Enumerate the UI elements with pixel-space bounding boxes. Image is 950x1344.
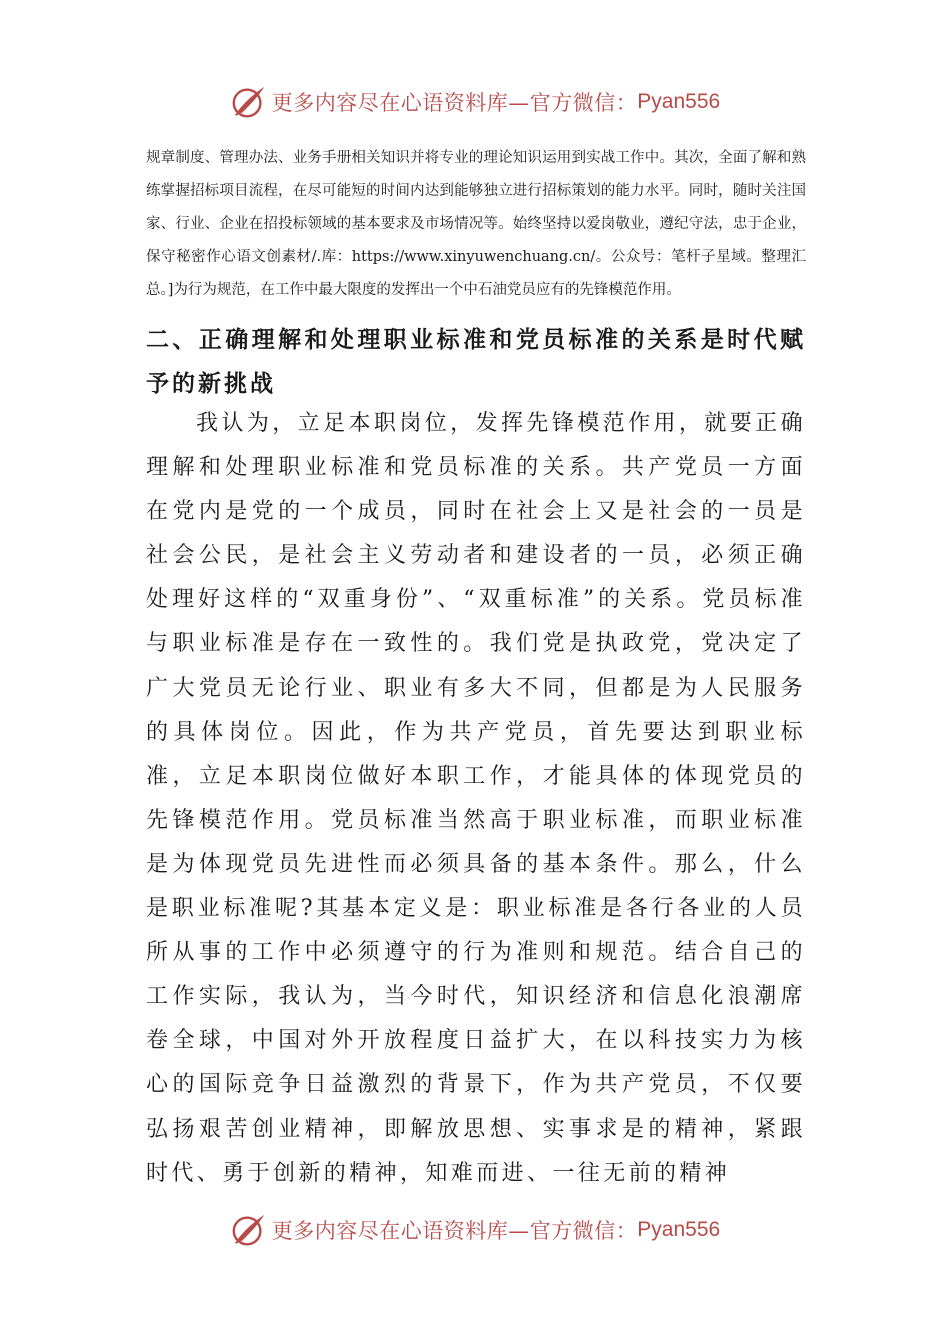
banner-wechat-id: Pyan556 xyxy=(637,90,721,113)
quill-logo-icon xyxy=(230,1211,268,1249)
banner-text: 更多内容尽在心语资料库—官方微信： xyxy=(271,91,638,115)
banner-wechat-id: Pyan556 xyxy=(637,1218,721,1241)
footer-banner xyxy=(0,1208,950,1252)
section-heading: 二、正确理解和处理职业标准和党员标准的关系是时代赋予的新挑战 xyxy=(146,326,806,397)
quill-logo-icon xyxy=(230,83,268,121)
body-paragraph: 我认为，立足本职岗位，发挥先锋模范作用，就要正确理解和处理职业标准和党员标准的关系。共产党员一方面在党内是党的一个成员，同时在社会上又是社会的一员是社会公民，是社会主义劳动者和建设者的一员，必须正确处理好这样的“双重身份”、“双重标准”的关系。党员标准与职业标准是存在一致性的。我们党是执政党，党决定了广大党员无论行业、职业有多大不同，但都是为人民服务的具体岗位。因此，作为共产党员，首先要达到职业标准，立足本职岗位做好本职工作，才能具体的体现党员的先锋模范作用。党员标准当然高于职业标准，而职业标准是为体现党员先进性而必须具备的基本条件。那么，什么是职业标准呢?其基本定义是：职业标准是各行各业的人员所从事的工作中必须遵守的行为准则和规范。结合自己的工作实际，我认为，当今时代，知识经济和信息化浪潮席卷全球，中国对外开放程度日益扩大，在以科技实力为核心的国际竞争日益激烈的背景下，作为共产党员，不仅要弘扬艰苦创业精神，即解放思想、实事求是的精神，紧跟时代、勇于创新的精神，知难而进、一往无前的精神 xyxy=(146,411,806,1186)
banner-text: 更多内容尽在心语资料库—官方微信： xyxy=(271,1219,638,1243)
intro-paragraph: 规章制度、管理办法、业务手册相关知识并将专业的理论知识运用到实战工作中。其次，全面了解和熟练掌握招标项目流程，在尽可能短的时间内达到能够独立进行招标策划的能力水平。同时，随时关注国家、行业、企业在招投标领域的基本要求及市场情况等。始终坚持以爱岗敬业，遵纪守法，忠于企业，保守秘密作心语文创素材/.库：https://www.xinyuwenchuang.cn/。公众号：笔杆子星域。整理汇总。]为行为规范，在工作中最大限度的发挥出一个中石油党员应有的先锋模范作用。 xyxy=(146,150,806,298)
header-banner xyxy=(0,80,950,124)
